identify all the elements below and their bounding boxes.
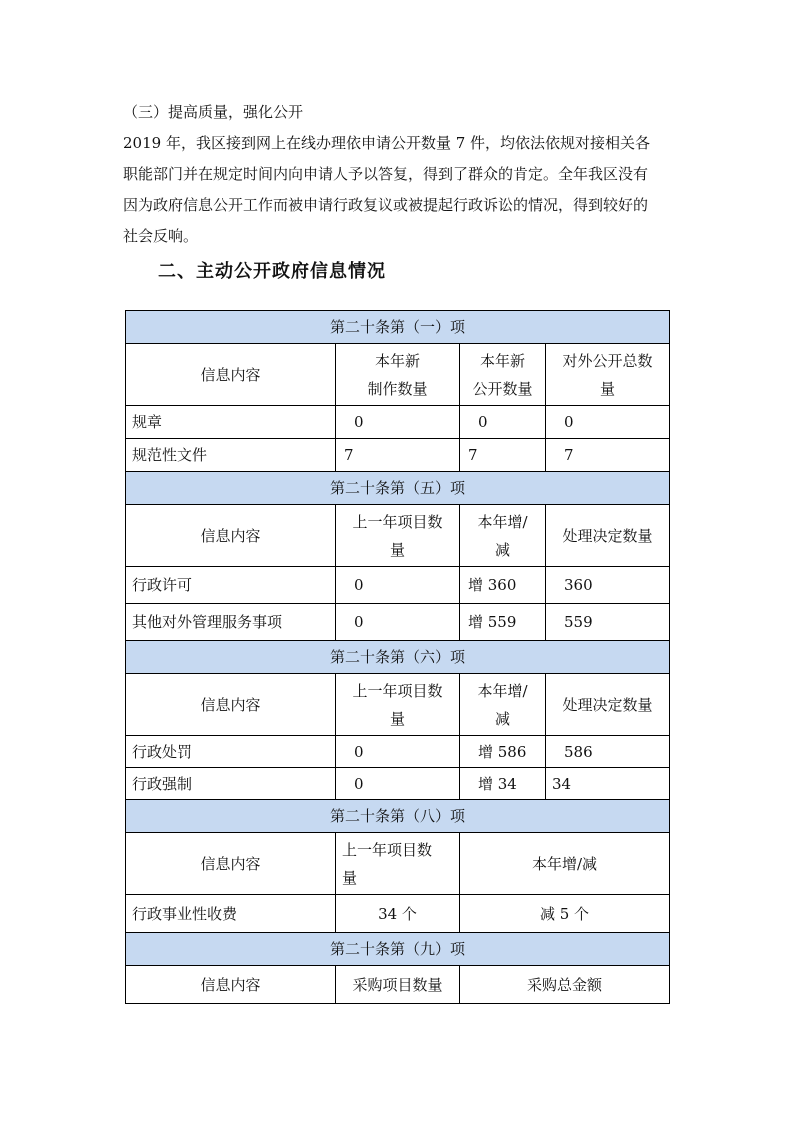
section-title-cell: 第二十条第（九）项 [126, 933, 670, 966]
table-cell: 增 559 [460, 604, 546, 641]
header-row [126, 966, 670, 1004]
header-cell [336, 833, 460, 895]
header-line: 公开数量 [472, 379, 533, 398]
header-row [126, 344, 670, 406]
table-cell: 586 [546, 736, 670, 768]
table-cell: 7 [460, 439, 546, 472]
section-band [126, 933, 670, 966]
table-cell: 增 34 [460, 768, 546, 800]
table-row [126, 604, 670, 641]
table-cell: 0 [336, 768, 460, 800]
subsection-heading: （三）提高质量，强化公开 [123, 103, 304, 121]
header-cell: 信息内容 [126, 966, 336, 1004]
section-title-cell: 第二十条第（八）项 [126, 800, 670, 833]
header-cell: 采购总金额 [460, 966, 670, 1004]
header-line: 制作数量 [367, 379, 428, 398]
table-cell: 34 [546, 768, 670, 800]
table-cell: 34 个 [336, 895, 460, 933]
header-cell: 处理决定数量 [546, 674, 670, 736]
table-cell: 559 [546, 604, 670, 641]
header-line: 本年增/ [477, 681, 528, 700]
header-row [126, 505, 670, 567]
header-line: 上一年项目数 [342, 840, 433, 859]
header-line: 量 [389, 540, 405, 559]
header-cell [336, 674, 460, 736]
header-line: 量 [389, 709, 405, 728]
intro-line: 2019 年，我区接到网上在线办理依申请公开数量 7 件，均依法依规对接相关各 [123, 134, 651, 152]
header-line: 量 [600, 379, 616, 398]
table-cell: 7 [336, 439, 460, 472]
table-row [126, 895, 670, 933]
section-title-cell: 第二十条第（六）项 [126, 641, 670, 674]
disclosure-table [125, 310, 670, 1004]
header-line: 对外公开总数 [562, 351, 653, 370]
header-cell: 采购项目数量 [336, 966, 460, 1004]
header-cell [546, 344, 670, 406]
header-row [126, 833, 670, 895]
intro-line: 因为政府信息公开工作而被申请行政复议或被提起行政诉讼的情况，得到较好的 [123, 196, 649, 214]
header-line: 减 [494, 709, 510, 728]
header-cell [460, 344, 546, 406]
header-cell: 处理决定数量 [546, 505, 670, 567]
intro-line: 职能部门并在规定时间内向申请人予以答复，得到了群众的肯定。全年我区没有 [123, 165, 649, 183]
table-row [126, 736, 670, 768]
table-cell: 行政事业性收费 [126, 895, 336, 933]
table-cell: 0 [546, 406, 670, 439]
header-line: 本年新 [479, 351, 525, 370]
header-line: 本年增/ [477, 512, 528, 531]
header-line: 上一年项目数 [352, 512, 443, 531]
table-row [126, 768, 670, 800]
table-cell: 0 [336, 604, 460, 641]
table-cell: 360 [546, 567, 670, 604]
intro-line: 社会反响。 [123, 227, 199, 245]
section-band [126, 311, 670, 344]
header-cell [460, 505, 546, 567]
section-band [126, 800, 670, 833]
table-cell: 其他对外管理服务事项 [126, 604, 336, 641]
table-row [126, 567, 670, 604]
table-row [126, 439, 670, 472]
table-cell: 减 5 个 [460, 895, 670, 933]
table-cell: 0 [336, 567, 460, 604]
table-cell: 0 [336, 406, 460, 439]
header-cell [336, 505, 460, 567]
table-cell: 行政许可 [126, 567, 336, 604]
table-cell: 0 [336, 736, 460, 768]
header-cell: 本年增/减 [460, 833, 670, 895]
header-line: 减 [494, 540, 510, 559]
header-cell: 信息内容 [126, 674, 336, 736]
table-cell: 增 586 [460, 736, 546, 768]
table-cell: 增 360 [460, 567, 546, 604]
header-row [126, 674, 670, 736]
table-cell: 规章 [126, 406, 336, 439]
table-cell: 7 [546, 439, 670, 472]
header-cell: 信息内容 [126, 833, 336, 895]
table-cell: 规范性文件 [126, 439, 336, 472]
header-cell [336, 344, 460, 406]
table-cell: 行政处罚 [126, 736, 336, 768]
section-title-cell: 第二十条第（一）项 [126, 311, 670, 344]
header-cell: 信息内容 [126, 344, 336, 406]
table-row [126, 406, 670, 439]
section-title-cell: 第二十条第（五）项 [126, 472, 670, 505]
table-cell: 0 [460, 406, 546, 439]
intro-paragraph [123, 128, 688, 252]
section-band [126, 641, 670, 674]
header-line: 上一年项目数 [352, 681, 443, 700]
section-title: 二、主动公开政府信息情况 [158, 261, 386, 282]
header-line: 本年新 [374, 351, 420, 370]
header-line: 量 [342, 868, 358, 887]
header-cell: 信息内容 [126, 505, 336, 567]
header-cell [460, 674, 546, 736]
section-band [126, 472, 670, 505]
table-cell: 行政强制 [126, 768, 336, 800]
